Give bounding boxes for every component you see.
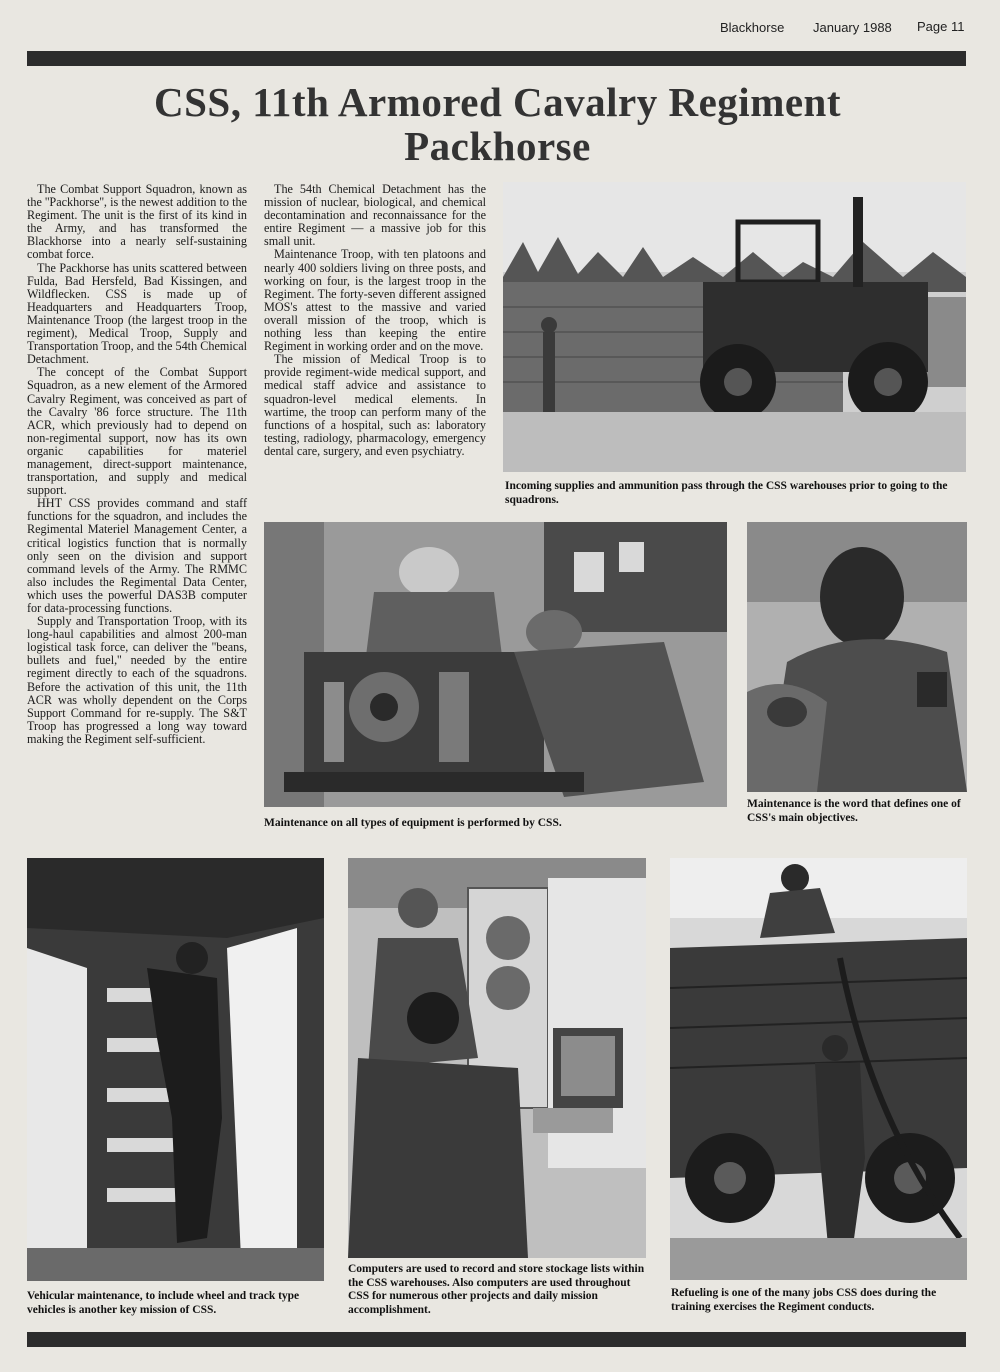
headline	[30, 80, 965, 168]
issue-date: January 1988	[813, 20, 892, 35]
paragraph: Maintenance Troop, with ten platoons and nearly 400 soldiers living on three posts, and working on four, is the largest troop in the Regiment. The forty-seven different assigned MOS's attest to the massive and varied overall mission of the troop, which is nothing less than keeping the entire Regiment in working order and on the move.	[264, 247, 486, 354]
paragraph: The Combat Support Squadron, known as the ''Packhorse'', is the newest addition to the Regiment. The unit is the first of its kind in the Army, and has transformed the Blackhorse into a nearly self-sustaining combat force.	[27, 182, 247, 262]
photo-vehicle-pit	[27, 858, 324, 1281]
caption-pit: Vehicular maintenance, to include wheel and track type vehicles is another key mission of CSS.	[27, 1290, 300, 1316]
top-rule	[27, 51, 966, 66]
caption-engine: Maintenance on all types of equipment is performed by CSS.	[264, 817, 562, 829]
photo-refueling-truck	[670, 858, 967, 1280]
paragraph: Supply and Transportation Troop, with its long-haul capabilities and almost 200-man logistical task force, can deliver the ''beans, bullets and fuel,'' needed by the entire regiment directly to each of the squadrons. Before the activation of this unit, the 11th ACR was wholly dependent on the Corps Support Command for re-supply. The S&T Troop has progressed a long way toward making the Regiment self-sufficient.	[27, 614, 247, 746]
page-number: Page 11	[917, 19, 965, 34]
publication-name: Blackhorse	[720, 20, 785, 35]
paragraph: The mission of Medical Troop is to provide regiment-wide medical support, and medical staff advice and assistance to squadron-level medical elements. In wartime, the troop can perform many of the functions of a hospital, such as: laboratory testing, radiology, pharmacology, emergency dental care, surgery, and even psychiatry.	[264, 352, 486, 458]
photo-loader-with-pallets	[503, 182, 966, 472]
headline-line-1: CSS, 11th Armored Cavalry Regiment	[153, 79, 841, 125]
article-column-2	[264, 183, 486, 458]
caption-loader: Incoming supplies and ammunition pass through the CSS warehouses prior to going to the squadrons.	[505, 480, 948, 506]
article-column-1	[27, 183, 247, 746]
paragraph: The concept of the Combat Support Squadron, as a new element of the Armored Cavalry Regiment, was conceived as part of the Cavalry '86 force structure. The 11th ACR, which previously had to depend on non-regimental support, now has its own organic capabilities for materiel management, direct-support maintenance, transportation, and supply and medical support.	[27, 365, 247, 498]
photo-soldier-portrait	[747, 522, 967, 792]
caption-computer: Computers are used to record and store stockage lists within the CSS warehouses. Also computers are used throughout CSS for numerous other projects and daily mission accomplishment.	[348, 1263, 645, 1316]
paragraph: HHT CSS provides command and staff functions for the squadron, and includes the Regimental Materiel Management Center, a critical logistics function that is normally only seen on the division and support command levels of the Army. The RMMC also includes the Regimental Data Center, which uses the powerful DAS3B computer for data-processing functions.	[27, 496, 247, 615]
photo-computer-room	[348, 858, 646, 1258]
paragraph: The Packhorse has units scattered between Fulda, Bad Hersfeld, Bad Kissingen, and Wildflecken. CSS is made up of Headquarters and Headquarters Troop, Maintenance Troop (the largest troop in the regiment), Medical Troop, Supply and Transportation Troop, and the 54th Chemical Detachment.	[27, 260, 247, 367]
caption-portrait: Maintenance is the word that defines one of CSS's main objectives.	[747, 798, 961, 824]
caption-refuel: Refueling is one of the many jobs CSS does during the training exercises the Regiment conducts.	[671, 1287, 937, 1313]
headline-line-2: Packhorse	[404, 123, 591, 169]
photo-engine-maintenance	[264, 522, 727, 807]
paragraph: The 54th Chemical Detachment has the mission of nuclear, biological, and chemical decontamination and reconnaissance for the entire Regiment — a massive job for this small unit.	[264, 182, 486, 249]
bottom-rule	[27, 1332, 966, 1347]
